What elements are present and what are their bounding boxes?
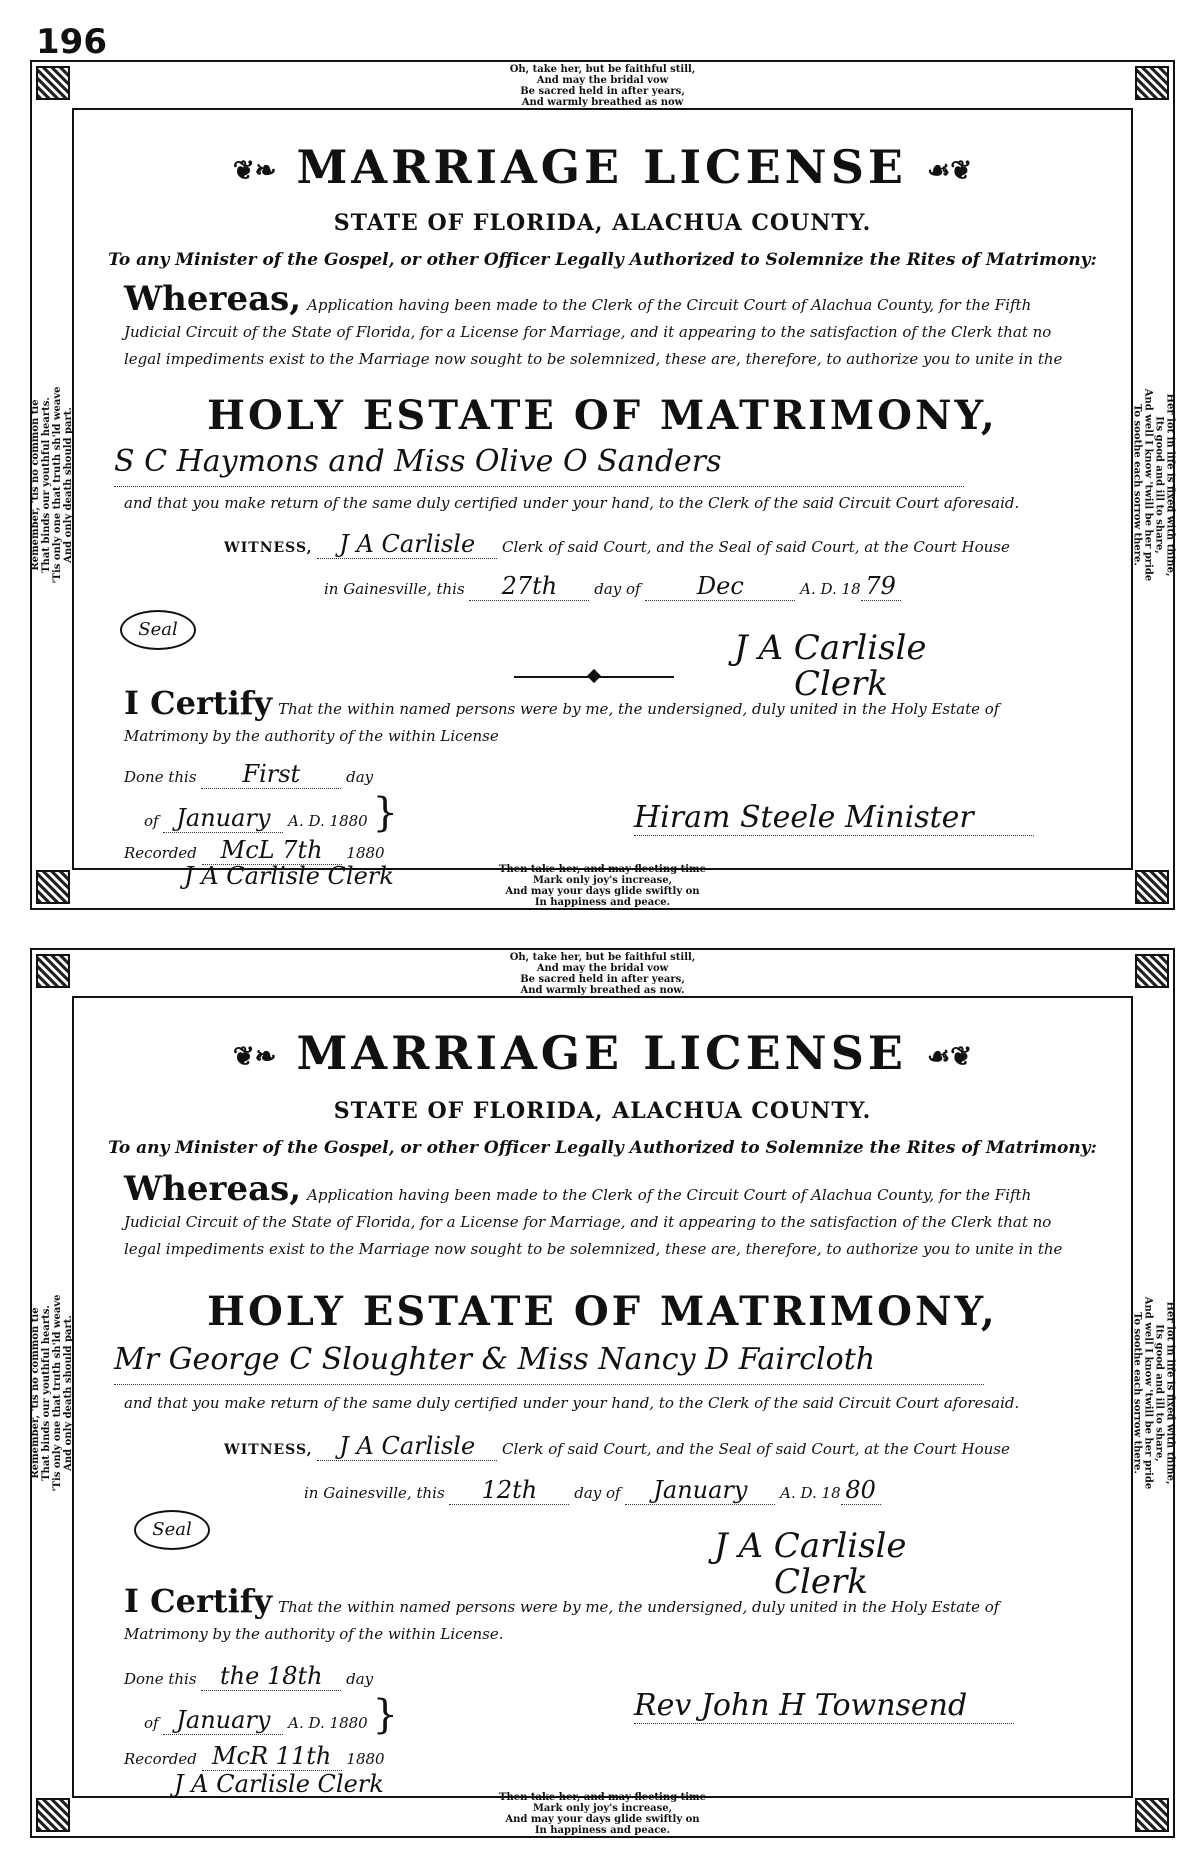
done-month-value: January [163, 1706, 283, 1735]
marriage-license-2 [30, 948, 1175, 1838]
done-day-value: First [201, 760, 341, 789]
year-value: 80 [841, 1476, 881, 1505]
flourish-icon: ❦❧ [232, 1042, 277, 1072]
verse-left: Remember, 'tis no common tie That binds our youthful hearts. 'Tis only one that truth sh'ld weave And only death should part. [30, 386, 74, 584]
couple-names: Mr George C Sloughter & Miss Nancy D Faircloth [114, 1342, 984, 1385]
minister-signature: Rev John H Townsend [634, 1688, 1014, 1724]
state-heading: STATE OF FLORIDA, ALACHUA COUNTY. [333, 1098, 872, 1124]
recorded-signature: J A Carlisle Clerk [184, 862, 394, 890]
month-value: Dec [645, 572, 795, 601]
ornament-icon [1135, 954, 1169, 988]
couple-names: S C Haymons and Miss Olive O Sanders [114, 444, 964, 487]
ornament-icon [36, 870, 70, 904]
seal-stamp: Seal [134, 1510, 210, 1550]
recorded-value: McL 7th [202, 836, 342, 865]
clerk-signature: J A Carlisle Clerk [734, 628, 927, 704]
verse-right: Her lot in life is fixed with thine, Its good and ill to share, And well I know 'twill be her pride To soothe each sorrow there. [1131, 1296, 1175, 1490]
ornament-icon [36, 66, 70, 100]
ornament-icon [36, 1798, 70, 1832]
clerk-signature: J A Carlisle Clerk [714, 1526, 907, 1602]
flourish-icon: ☙❦ [927, 156, 973, 186]
marriage-license-1 [30, 60, 1175, 910]
certify-paragraph: I Certify That the within named persons were by me, the undersigned, duly united in the Holy Estate of Matrimony by the authority of the within License. [124, 1582, 1000, 1643]
return-clause: and that you make return of the same duly certified under your hand, to the Clerk of the said Circuit Court aforesaid. [124, 494, 1020, 512]
addressee-line: To any Minister of the Gospel, or other Officer Legally Authorized to Solemnize the Rites of Matrimony: [108, 1138, 1097, 1158]
holy-estate-heading: HOLY ESTATE OF MATRIMONY, [207, 1288, 998, 1335]
verse-top: Oh, take her, but be faithful still, And may the bridal vow Be sacred held in after years, And warmly breathed as now. [502, 952, 704, 996]
divider [514, 676, 674, 678]
month-value: January [625, 1476, 775, 1505]
license-title: ❦❧ MARRIAGE LICENSE ☙❦ [232, 1026, 973, 1080]
done-of-line: of January A. D. 1880 } [144, 790, 398, 836]
seal-stamp: Seal [120, 610, 196, 650]
return-clause: and that you make return of the same duly certified under your hand, to the Clerk of the said Circuit Court aforesaid. [124, 1394, 1020, 1412]
date-line: in Gainesville, this 12th day of January A. D. 18 80 [304, 1476, 881, 1505]
addressee-line: To any Minister of the Gospel, or other Officer Legally Authorized to Solemnize the Rites of Matrimony: [108, 250, 1097, 270]
page-number: 196 [36, 22, 107, 62]
flourish-icon: ❦❧ [232, 156, 277, 186]
verse-left: Remember, 'tis no common tie That binds our youthful hearts. 'Tis only one that truth sh'ld weave And only death should part. [30, 1294, 74, 1492]
verse-top: Oh, take her, but be faithful still, And may the bridal vow Be sacred held in after years, And warmly breathed as now [502, 64, 704, 108]
witness-name: J A Carlisle [317, 1432, 497, 1461]
license-frame [72, 996, 1133, 1798]
verse-bottom: Then take her, and may fleeting time Mark only joy's increase, And may your days glide swiftly on In happiness and peace. [491, 864, 714, 908]
minister-signature: Hiram Steele Minister [634, 800, 1034, 836]
license-title: ❦❧ MARRIAGE LICENSE ☙❦ [232, 140, 973, 194]
state-heading: STATE OF FLORIDA, ALACHUA COUNTY. [333, 210, 872, 236]
holy-estate-heading: HOLY ESTATE OF MATRIMONY, [207, 392, 998, 439]
ornament-icon [1135, 1798, 1169, 1832]
recorded-line: Recorded McL 7th 1880 [124, 836, 385, 864]
recorded-line: Recorded McR 11th 1880 [124, 1742, 385, 1770]
flourish-icon: ☙❦ [927, 1042, 973, 1072]
whereas-paragraph: Whereas, Application having been made to the Clerk of the Circuit Court of Alachua County, for the Fifth Judicial Circuit of the State of Florida, for a License for Marriage, and it appearing to the satisfaction of the Clerk that no legal impediments exist to the Marriage now sought to be solemnized, these are, therefore, to authorize you to unite in the [124, 279, 1063, 368]
witness-name: J A Carlisle [317, 530, 497, 559]
done-day-value: the 18th [201, 1662, 341, 1691]
recorded-signature: J A Carlisle Clerk [174, 1770, 384, 1798]
year-value: 79 [861, 572, 901, 601]
ornament-icon [36, 954, 70, 988]
ornament-icon [1135, 66, 1169, 100]
verse-right: Her lot in life is fixed with thine, Its good and ill to share, And well I know 'twill be her pride To soothe each sorrow there. [1131, 388, 1175, 582]
done-of-line: of January A. D. 1880 } [144, 1692, 398, 1738]
recorded-value: McR 11th [202, 1742, 342, 1771]
done-this-line: Done this First day [124, 760, 374, 788]
date-line: in Gainesville, this 27th day of Dec A. D. 18 79 [324, 572, 901, 601]
whereas-paragraph: Whereas, Application having been made to the Clerk of the Circuit Court of Alachua County, for the Fifth Judicial Circuit of the State of Florida, for a License for Marriage, and it appearing to the satisfaction of the Clerk that no legal impediments exist to the Marriage now sought to be solemnized, these are, therefore, to authorize you to unite in the [124, 1169, 1063, 1258]
done-this-line: Done this the 18th day [124, 1662, 374, 1690]
witness-line: WITNESS, J A Carlisle Clerk of said Court, and the Seal of said Court, at the Court House [224, 1432, 1010, 1460]
witness-line: WITNESS, J A Carlisle Clerk of said Court, and the Seal of said Court, at the Court House [224, 530, 1010, 558]
verse-bottom: Then take her, and may fleeting time Mark only joy's increase, And may your days glide swiftly on In happiness and peace. [491, 1792, 714, 1836]
day-value: 27th [469, 572, 589, 601]
certify-paragraph: I Certify That the within named persons were by me, the undersigned, duly united in the Holy Estate of Matrimony by the authority of the within License [124, 684, 1000, 745]
done-month-value: January [163, 804, 283, 833]
ornament-icon [1135, 870, 1169, 904]
day-value: 12th [449, 1476, 569, 1505]
